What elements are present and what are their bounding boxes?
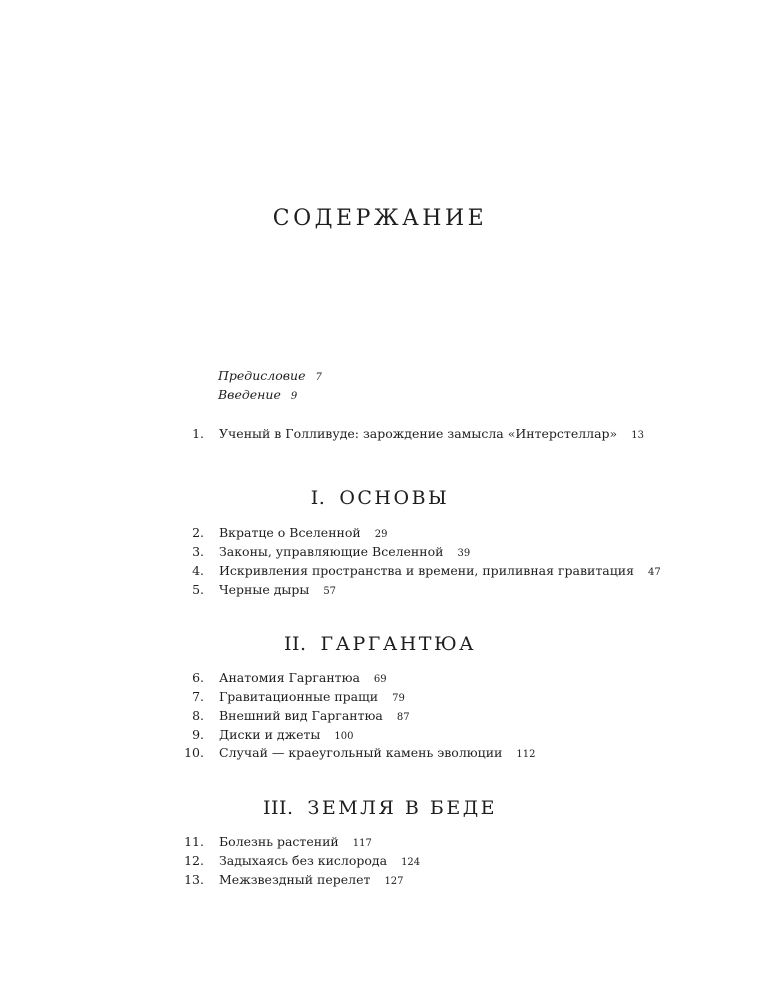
chapter-number: 10. bbox=[184, 745, 204, 760]
chapter-title: Черные дыры bbox=[219, 582, 310, 597]
part-heading-1 bbox=[0, 487, 760, 509]
chapter-entry-2[interactable] bbox=[0, 523, 760, 542]
chapter-number: 5. bbox=[192, 582, 204, 597]
chapter-title: Вкратце о Вселенной bbox=[219, 525, 361, 540]
chapter-number: 3. bbox=[192, 544, 204, 559]
chapter-entry-12[interactable] bbox=[0, 851, 760, 870]
chapter-number: 9. bbox=[192, 727, 204, 742]
front-entry-introduction[interactable] bbox=[218, 385, 322, 404]
chapter-number: 2. bbox=[192, 525, 204, 540]
chapter-number: 1. bbox=[192, 426, 204, 441]
chapter-number: 13. bbox=[184, 872, 204, 887]
chapter-title: Гравитационные пращи bbox=[219, 689, 379, 704]
chapter-number: 7. bbox=[192, 689, 204, 704]
page-number: 7 bbox=[315, 372, 322, 383]
chapter-title: Случай — краеугольный камень эволюции bbox=[219, 745, 503, 760]
entry-title: Предисловие bbox=[218, 368, 306, 383]
chapter-number: 8. bbox=[192, 708, 204, 723]
chapter-number: 6. bbox=[192, 670, 204, 685]
page-number: 79 bbox=[392, 693, 405, 704]
part-title: ГАРГАНТЮА bbox=[320, 633, 477, 655]
page-number: 39 bbox=[457, 548, 471, 559]
chapter-number: 12. bbox=[184, 853, 204, 868]
chapter-title: Задыхаясь без кислорода bbox=[219, 853, 388, 868]
page-number: 127 bbox=[384, 876, 404, 887]
chapter-title: Ученый в Голливуде: зарождение замысла «Интерстеллар» bbox=[219, 426, 618, 441]
chapter-title: Диски и джеты bbox=[219, 727, 321, 742]
page-number: 57 bbox=[323, 586, 337, 597]
part-number: I. bbox=[310, 487, 326, 509]
chapter-entry-10[interactable] bbox=[0, 743, 760, 762]
chapter-entry-4[interactable] bbox=[0, 561, 760, 580]
page-title: СОДЕРЖАНИЕ bbox=[272, 206, 488, 231]
front-entry-preface[interactable] bbox=[218, 366, 322, 385]
chapter-entry-6[interactable] bbox=[0, 668, 760, 687]
chapter-entry-5[interactable] bbox=[0, 580, 760, 599]
part-title: ОСНОВЫ bbox=[339, 487, 450, 509]
chapter-entry-8[interactable] bbox=[0, 706, 760, 725]
part-number: III. bbox=[262, 797, 294, 819]
page-number: 29 bbox=[374, 529, 388, 540]
chapter-number: 4. bbox=[192, 563, 204, 578]
page-number: 13 bbox=[631, 430, 644, 441]
chapter-entry-3[interactable] bbox=[0, 542, 760, 561]
page-number: 100 bbox=[334, 731, 354, 742]
chapter-entry-9[interactable] bbox=[0, 725, 760, 744]
chapter-entry-1[interactable] bbox=[0, 424, 760, 443]
page-number: 47 bbox=[647, 567, 661, 578]
chapter-title: Анатомия Гаргантюа bbox=[219, 670, 360, 685]
page-number: 87 bbox=[396, 712, 410, 723]
chapter-title: Искривления пространства и времени, приливная гравитация bbox=[219, 563, 634, 578]
front-matter bbox=[218, 366, 322, 404]
page-number: 124 bbox=[401, 857, 421, 868]
part-number: II. bbox=[283, 633, 307, 655]
part-title: ЗЕМЛЯ В БЕДЕ bbox=[307, 797, 498, 819]
entry-title: Введение bbox=[218, 387, 281, 402]
page-number: 112 bbox=[516, 749, 536, 760]
chapter-entry-11[interactable] bbox=[0, 832, 760, 851]
chapter-entry-13[interactable] bbox=[0, 870, 760, 889]
chapter-number: 11. bbox=[184, 834, 204, 849]
page-number: 69 bbox=[373, 674, 387, 685]
chapter-title: Законы, управляющие Вселенной bbox=[219, 544, 444, 559]
chapter-entry-7[interactable] bbox=[0, 687, 760, 706]
chapter-title: Внешний вид Гаргантюа bbox=[219, 708, 383, 723]
chapter-title: Болезнь растений bbox=[219, 834, 339, 849]
part-heading-2 bbox=[0, 633, 760, 655]
chapter-title: Межзвездный перелет bbox=[219, 872, 371, 887]
page-number: 9 bbox=[290, 391, 298, 402]
part-heading-3 bbox=[0, 797, 760, 819]
page-number: 117 bbox=[352, 838, 372, 849]
